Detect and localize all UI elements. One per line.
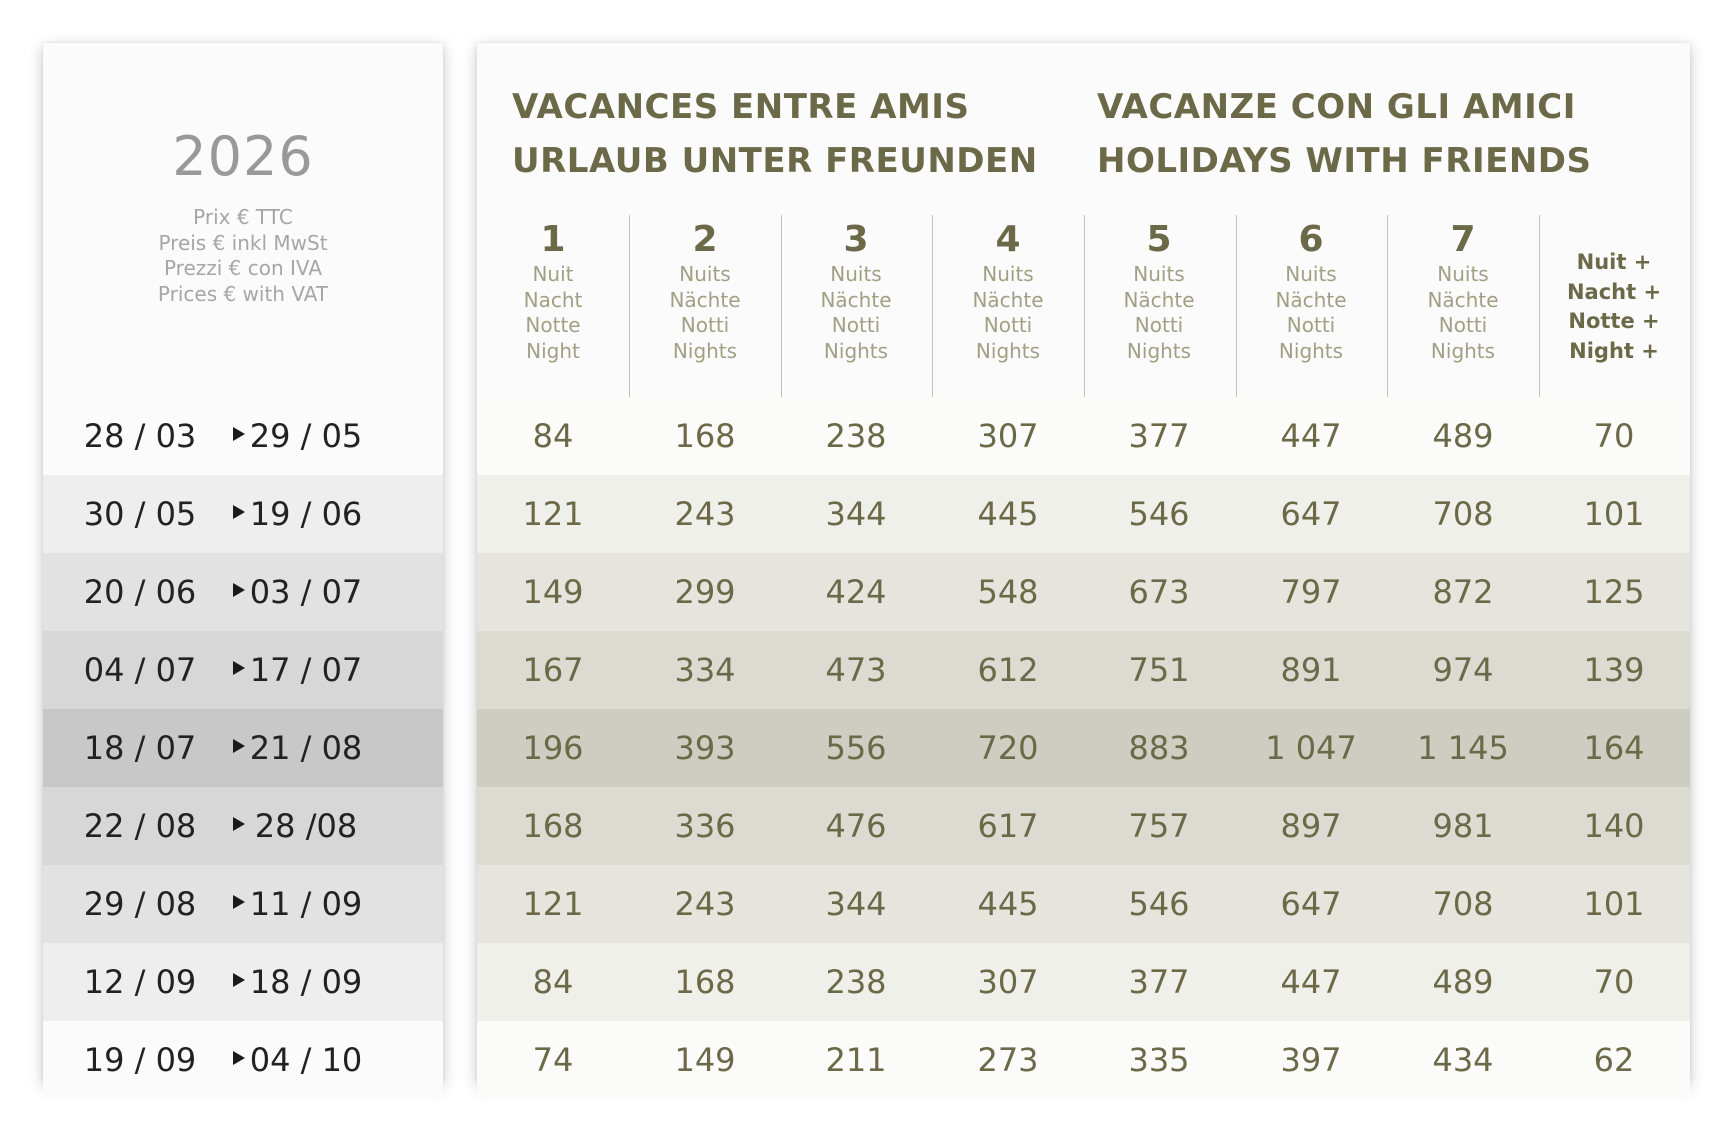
column-word: Nuits [1133,262,1185,286]
column-nights-words [1387,262,1539,364]
price-cell: 211 [825,1041,887,1079]
column-header-5 [1083,218,1235,364]
column-nights-count: 4 [995,219,1021,260]
column-word: Nächte [820,287,892,312]
price-cell: 981 [1432,807,1494,845]
extra-night-word: Night + [1569,338,1659,363]
price-cell: 612 [977,651,1039,689]
column-word: Notti [1438,313,1488,337]
column-word: Nights [672,338,738,363]
price-cell: 62 [1593,1041,1635,1079]
date-to: 17 / 07 [249,651,363,689]
price-cell: 393 [674,729,736,767]
price-cell: 70 [1593,417,1635,455]
column-header-1 [477,218,629,364]
price-cell: 139 [1583,651,1645,689]
date-range-row [43,787,443,865]
price-cell: 125 [1583,573,1645,611]
price-cell: 101 [1583,495,1645,533]
price-cell: 101 [1583,885,1645,923]
price-cell: 243 [674,885,736,923]
price-cell: 299 [674,573,736,611]
price-cell: 149 [674,1041,736,1079]
price-row [477,943,1690,1021]
price-cell: 70 [1593,963,1635,1001]
date-from: 20 / 06 [83,573,197,611]
date-from: 19 / 09 [83,1041,197,1079]
price-row [477,787,1690,865]
column-header-2 [629,218,781,364]
price-cell: 168 [522,807,584,845]
price-row [477,709,1690,787]
column-word: Nights [823,338,889,363]
price-cell: 751 [1128,651,1190,689]
price-cell: 872 [1432,573,1494,611]
column-word: Notte [525,313,581,337]
extra-night-word: Nacht + [1566,279,1662,304]
price-vat-labels [43,205,443,307]
price-cell: 617 [977,807,1039,845]
date-to: 18 / 09 [249,963,363,1001]
price-cell: 883 [1128,729,1190,767]
price-row [477,553,1690,631]
price-cell: 434 [1432,1041,1494,1079]
column-word: Notti [983,313,1033,337]
date-from: 12 / 09 [83,963,197,1001]
price-cell: 489 [1432,417,1494,455]
price-cell: 84 [532,963,574,1001]
column-word: Notti [1134,313,1184,337]
price-row [477,631,1690,709]
column-word: Nuits [1437,262,1489,286]
price-cell: 647 [1280,885,1342,923]
price-cell: 447 [1280,963,1342,1001]
price-cell: 335 [1128,1041,1190,1079]
price-cell: 307 [977,963,1039,1001]
date-to: 28 /08 [254,807,358,845]
date-range-row [43,553,443,631]
price-cell: 757 [1128,807,1190,845]
date-to: 19 / 06 [249,495,363,533]
price-cell: 546 [1128,885,1190,923]
date-from: 18 / 07 [83,729,197,767]
price-cell: 708 [1432,885,1494,923]
column-word: Notti [1286,313,1336,337]
column-nights-words [477,262,629,364]
column-nights-count: 7 [1450,219,1476,260]
date-to: 29 / 05 [249,417,363,455]
date-to: 21 / 08 [249,729,363,767]
column-word: Nächte [1427,287,1499,312]
price-cell: 473 [825,651,887,689]
price-cell: 84 [532,417,574,455]
date-range-row [43,1021,443,1099]
price-cell: 149 [522,573,584,611]
column-word: Notti [680,313,730,337]
price-label-it: Prezzi € con IVA [163,256,323,280]
headline-de: URLAUB UNTER FREUNDEN [512,141,1038,181]
price-cell: 397 [1280,1041,1342,1079]
column-word: Nächte [669,287,741,312]
price-row [477,397,1690,475]
column-header-extra-night [1538,248,1690,366]
column-word: Nuits [679,262,731,286]
price-cell: 891 [1280,651,1342,689]
price-label-de: Preis € inkl MwSt [158,230,328,255]
date-range-row [43,943,443,1021]
date-from: 22 / 08 [83,807,197,845]
price-cell: 121 [522,495,584,533]
column-nights-words [629,262,781,364]
price-cell: 708 [1432,495,1494,533]
price-cell: 476 [825,807,887,845]
price-cell: 556 [825,729,887,767]
date-from: 04 / 07 [83,651,197,689]
price-panel [477,43,1690,1083]
price-cell: 238 [825,963,887,1001]
date-range-row [43,631,443,709]
headline-fr: VACANCES ENTRE AMIS [512,87,970,127]
price-cell: 377 [1128,963,1190,1001]
price-cell: 238 [825,417,887,455]
price-cell: 334 [674,651,736,689]
date-panel [43,43,443,1083]
date-to: 04 / 10 [249,1041,363,1079]
price-cell: 673 [1128,573,1190,611]
column-nights-words [1235,262,1387,364]
price-row [477,475,1690,553]
price-cell: 797 [1280,573,1342,611]
price-cell: 140 [1583,807,1645,845]
price-label-en: Prices € with VAT [157,281,329,306]
column-word: Nights [1278,338,1344,363]
price-cell: 167 [522,651,584,689]
column-word: Nuits [982,262,1034,286]
price-cell: 546 [1128,495,1190,533]
date-from: 28 / 03 [83,417,197,455]
price-cell: 489 [1432,963,1494,1001]
column-nights-words [1083,262,1235,364]
extra-night-word: Notte + [1568,309,1660,333]
column-word: Night [526,338,580,363]
column-word: Nights [975,338,1041,363]
column-word: Nächte [1275,287,1347,312]
price-cell: 1 047 [1265,729,1357,767]
year-title: 2026 [172,125,314,188]
column-nights-count: 5 [1146,219,1172,260]
price-cell: 897 [1280,807,1342,845]
price-cell: 168 [674,963,736,1001]
column-word: Nächte [1123,287,1195,312]
date-range-row [43,397,443,475]
price-cell: 168 [674,417,736,455]
column-word: Nuits [830,262,882,286]
price-cell: 243 [674,495,736,533]
column-word: Nuits [1285,262,1337,286]
column-nights-count: 2 [692,219,718,260]
price-cell: 74 [532,1041,574,1079]
column-nights-count: 1 [540,219,566,260]
date-rows [43,397,443,1099]
date-range-row [43,865,443,943]
column-header-3 [780,218,932,364]
price-cell: 377 [1128,417,1190,455]
price-label-fr: Prix € TTC [193,205,293,229]
price-cell: 196 [522,729,584,767]
column-header-4 [932,218,1084,364]
date-to: 03 / 07 [249,573,363,611]
price-cell: 548 [977,573,1039,611]
extra-night-word: Nuit + [1576,250,1652,274]
headline-en: HOLIDAYS WITH FRIENDS [1097,141,1592,181]
price-rows [477,397,1690,1099]
column-nights-count: 3 [843,219,869,260]
column-nights-words [932,262,1084,364]
date-range-row [43,709,443,787]
column-header-7 [1387,218,1539,364]
price-cell: 974 [1432,651,1494,689]
price-cell: 344 [825,885,887,923]
column-word: Nights [1126,338,1192,363]
column-word: Nacht [523,287,583,312]
column-nights-words [780,262,932,364]
price-cell: 344 [825,495,887,533]
price-cell: 336 [674,807,736,845]
date-from: 29 / 08 [83,885,197,923]
date-to: 11 / 09 [249,885,363,923]
price-row [477,1021,1690,1099]
price-cell: 647 [1280,495,1342,533]
column-header-6 [1235,218,1387,364]
column-nights-count: 6 [1298,219,1324,260]
price-cell: 424 [825,573,887,611]
price-cell: 447 [1280,417,1342,455]
column-word: Nuit [532,262,574,286]
column-word: Nächte [972,287,1044,312]
headline-it: VACANZE CON GLI AMICI [1097,87,1576,127]
date-from: 30 / 05 [83,495,197,533]
price-cell: 445 [977,885,1039,923]
price-cell: 121 [522,885,584,923]
price-cell: 273 [977,1041,1039,1079]
price-cell: 445 [977,495,1039,533]
price-row [477,865,1690,943]
price-cell: 720 [977,729,1039,767]
column-word: Nights [1430,338,1496,363]
column-word: Notti [831,313,881,337]
date-range-row [43,475,443,553]
price-cell: 307 [977,417,1039,455]
price-cell: 164 [1583,729,1645,767]
price-cell: 1 145 [1417,729,1509,767]
